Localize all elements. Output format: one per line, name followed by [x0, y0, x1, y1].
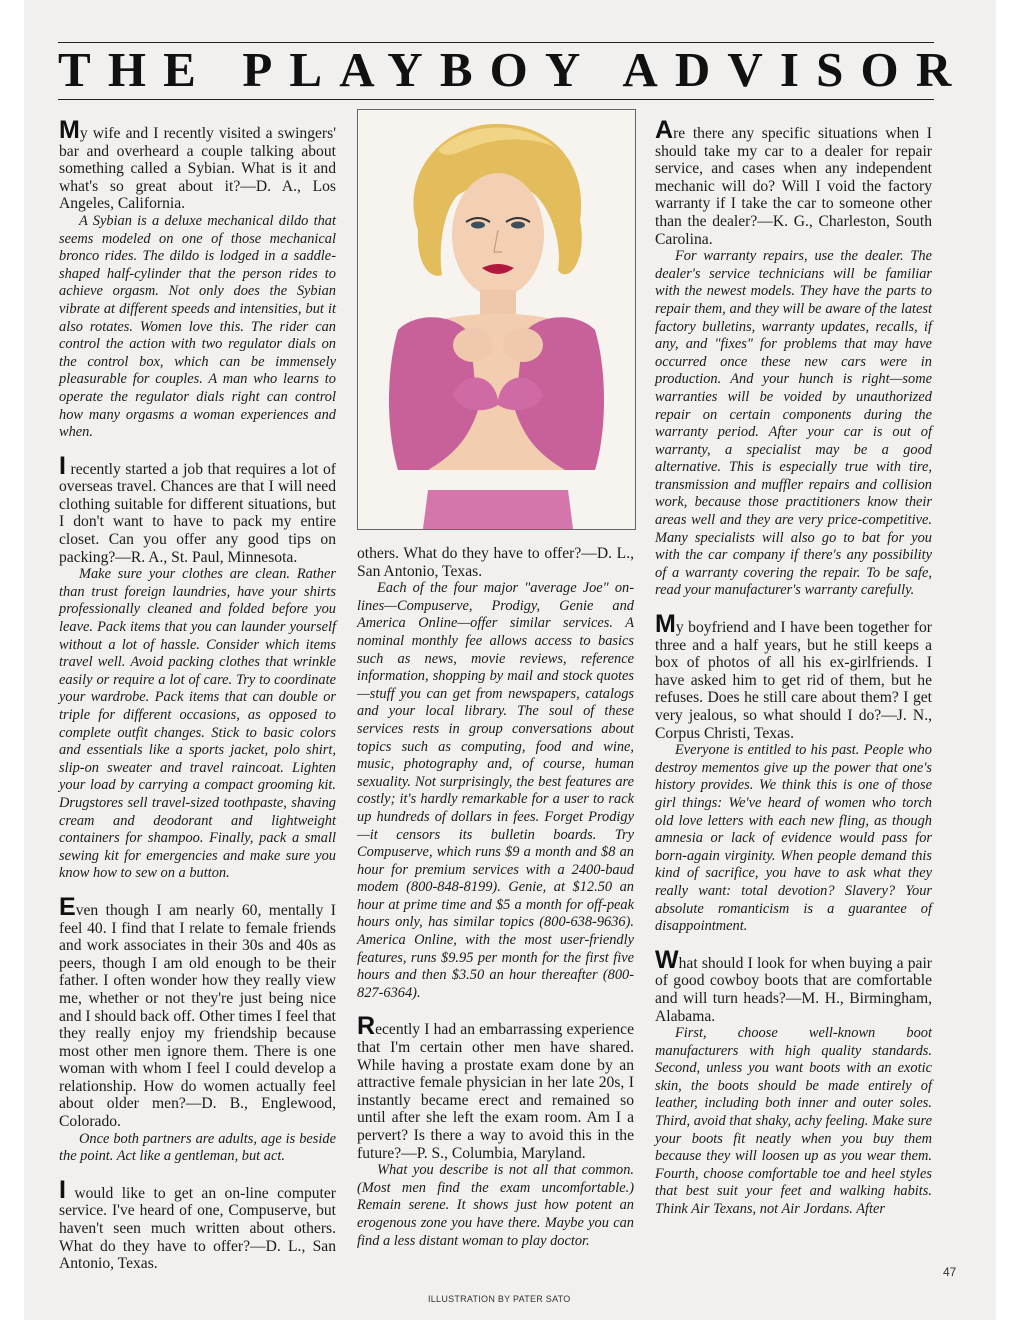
question-online-service-cont: others. What do they have to offer?—D. L., San Antonio, Texas. — [357, 545, 634, 580]
illustration-credit: ILLUSTRATION BY PATER SATO — [428, 1294, 571, 1304]
answer-prostate-exam: What you describe is not all that common. (Most men find the exam uncomfortable.) Remain serene. It shows just how potent an erogenous zone you have there. Maybe you can find a less distant woman to play doctor. — [357, 1162, 634, 1249]
page-number: 47 — [943, 1265, 957, 1279]
answer-sybian: A Sybian is a deluxe mechanical dildo that seems modeled on one of those mechanical bronco rides. The dildo is lodged in a saddle-shaped half-cylinder that the person rides to achieve orgasm. Not only does the Sybian vibrate at different speeds and intensities, but it also rotates. Women love this. The rider can control the action with two regulator dials on the control box, which can be immensely pleasurable for couples. A man who learns to operate the regulator dials right can control how many orgasms a woman experiences and when. — [59, 212, 336, 441]
answer-online-service: Each of the four major "average Joe" on-lines—Compuserve, Prodigy, Genie and America Online—offer similar services. A nominal monthly fee allows access to basics such as news, movie reviews, reference information, shopping by mail and stock quotes—stuff you can get from newspapers, catalogs and your local library. The soul of these services rests in group conversations about topics such as computing, food and wine, music, photography and, of course, human sexuality. Not surprisingly, the best features are costly; it's hardly remarkable for a user to rack up hundreds of dollars in fees. Forget Prodigy—it censors its bulletin boards. Try Compuserve, which runs $9 a month and $8 an hour for premium services with a 2400-baud modem (800-848-8199). Genie, at $12.50 an hour at prime time and $5 a month for off-peak hours only, has similar topics (800-638-9636). America Online, with the most user-friendly features, runs $9.95 per month for the first five hours and then $3.50 an hour thereafter (800-827-6364). — [357, 580, 634, 1001]
drop-cap: A — [655, 116, 674, 144]
answer-cowboy-boots: First, choose well-known boot manufacturers with high quality standards. Second, unless you want boots with an exotic skin, the boots should be made entirely of leather, including both inner and outer soles. Third, avoid that shaky, achy feeling. Make sure your boots fit neatly when you buy them because they will loosen up as you wear them. Fourth, choose comfortable toe and heel styles that best suit your feet and walking habits. Think Air Texans, not Air Jordans. After — [655, 1025, 932, 1218]
answer-packing: Make sure your clothes are clean. Rather than trust foreign laundries, have your shirts professionally cleaned and folded before you leave. Pack items that you can launder yourself without a lot of hassle. Consider which items travel well. Avoid packing clothes that wrinkle easily or require a lot of care. Try to coordinate your wardrobe. Pack items that can double or triple for different occasions, as opposed to complete outfit changes. Stick to basic colors and essentials like a sports jacket, polo shirt, slip-on sweater and travel raincoat. Lighten your load by carrying a compact grooming kit. Drugstores sell travel-sized toothpaste, shaving cream and deodorant and lightweight containers for shampoo. Finally, pack a small sewing kit for emergencies and make sure you know how to sew on a button. — [59, 566, 336, 882]
question-cowboy-boots: What should I look for when buying a pair of good cowboy boots that are comfortable and will turn heads?—M. H., Birmingham, Alabama. — [655, 945, 932, 1025]
illustration — [357, 109, 636, 530]
column-1 — [59, 116, 336, 1273]
answer-ex-photos: Everyone is entitled to his past. People who destroy mementos give up the power that one's history provides. We think this is one of those girl things: We've heard of women who torch old love letters with each new fling, as though amnesia or lack of evidence would pass for born-again virginity. When people demand this kind of sacrifice, you have to ask what they really want: total devotion? Slavery? Your absolute romanticism is a guarantee of disappointment. — [655, 742, 932, 935]
drop-cap: R — [357, 1012, 376, 1041]
question-sybian: My wife and I recently visited a swingers' bar and overheard a couple talking about something called a Sybian. What is it and what's so great about it?—D. A., Los Angeles, California. — [59, 116, 336, 213]
drop-cap: E — [59, 892, 76, 921]
column-2 — [357, 545, 634, 1250]
question-online-service: I would like to get an on-line computer service. I've heard of one, Compuserve, but haven't seen much written about others. What do they have to offer?—D. L., San Antonio, Texas. — [59, 1175, 336, 1273]
answer-car-repair: For warranty repairs, use the dealer. The dealer's service technicians will be familiar with the newest models. They have the parts to repair them, and they will be aware of the latest factory bulletins, warranty updates, recalls, if any, and "fixes" for problems that may have occurred once these new cars were in production. And your hunch is right—some warranties will be voided by unauthorized repair on certain components during the warranty period. After your car is out of warranty, a specialist may be a good alternative. This is especially true with tire, transmission and muffler repairs and collision work, because those practitioners know their areas well and they are very price-competitive. Many specialists will also go to bat for you with the car company if there's any possibility of a warranty covering the repair. To be safe, read your manufacturer's warranty carefully. — [655, 248, 932, 599]
drop-cap: I — [59, 451, 66, 480]
drop-cap: M — [655, 610, 676, 639]
woman-illustration — [358, 110, 635, 529]
column-3 — [655, 116, 932, 1219]
question-packing: I recently started a job that requires a lot of overseas travel. Chances are that I will need clothing suitable for different situations, but I don't want to have to pack my entire closet. Can you offer any good tips on packing?—R. A., St. Paul, Minnesota. — [59, 451, 336, 566]
drop-cap: W — [655, 945, 679, 974]
drop-cap: M — [59, 116, 80, 144]
answer-older-men: Once both partners are adults, age is beside the point. Act like a gentleman, but act. — [59, 1130, 336, 1165]
title-rule-bottom — [58, 99, 934, 100]
page-title: THE PLAYBOY ADVISOR — [58, 42, 969, 97]
drop-cap: I — [59, 1175, 66, 1204]
question-car-repair: Are there any specific situations when I should take my car to a dealer for repair service, and cases when any independent mechanic will do? Will I void the factory warranty if I take the car to someone other than the dealer?—K. G., Charleston, South Carolina. — [655, 116, 932, 248]
question-ex-photos: My boyfriend and I have been together for three and a half years, but he still keeps a box of photos of all his ex-girlfriends. I have asked him to get rid of them, but he refuses. Does he still care about them? I get very jealous, so what should I do?—J. N., Corpus Christi, Texas. — [655, 610, 932, 742]
question-older-men: Even though I am nearly 60, mentally I feel 40. I find that I relate to female friends and work associates in their 30s and 40s as peers, though I am old enough to be their father. I often wonder how they really view me, whether or not they're just being nice and I should back off. Other times I feel that they really enjoy my friendship because most other men ignore them. There is one woman with whom I feel I could develop a relationship. How do women actually feel about older men?—D. B., Englewood, Colorado. — [59, 892, 336, 1131]
question-prostate-exam: Recently I had an embarrassing experience that I'm certain other men have shared. While having a prostate exam done by an attractive female physician in her late 20s, I instantly became erect and remained so until after she left the exam room. Am I a pervert? Is there a way to avoid this in the future?—P. S., Columbia, Maryland. — [357, 1012, 634, 1162]
